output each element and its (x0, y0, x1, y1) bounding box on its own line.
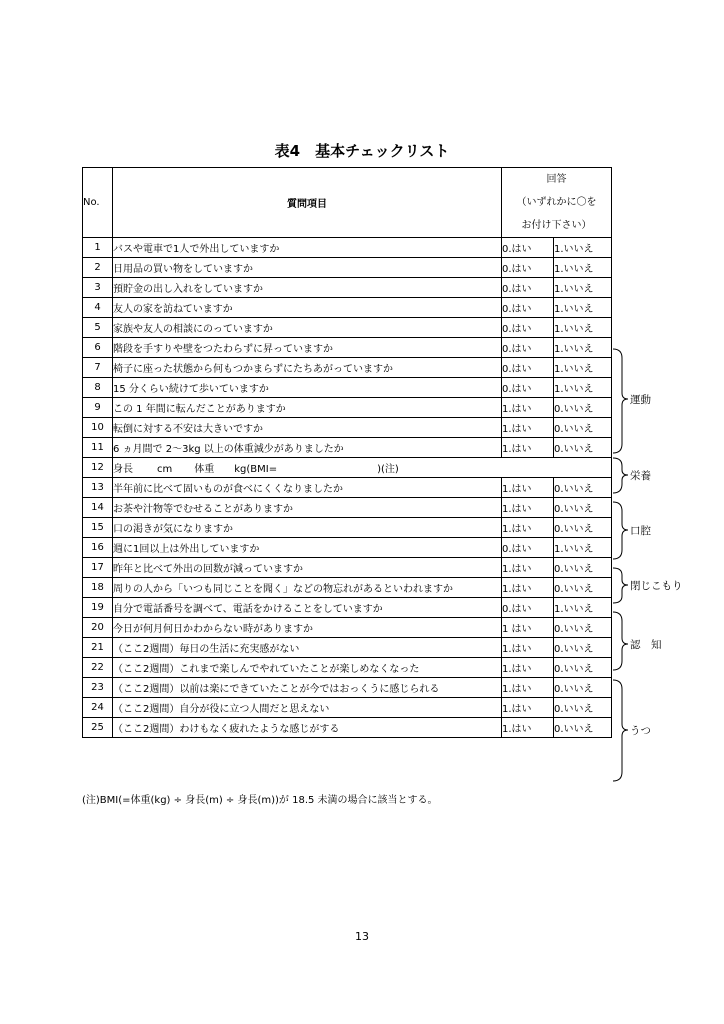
row-number: 12 (83, 458, 113, 478)
question-text: 週に1回以上は外出していますか (113, 538, 502, 558)
bracket-oral (613, 502, 628, 559)
header-answer-line: （いずれかに〇を (516, 197, 597, 208)
question-text: （ここ2週間）以前は楽にできていたことが今ではおっくうに感じられる (113, 678, 502, 698)
answer-option-a[interactable]: 0.はい (502, 298, 554, 318)
answer-option-a[interactable]: 1.はい (502, 498, 554, 518)
answer-option-b[interactable]: 0.いいえ (554, 558, 612, 578)
answer-option-b[interactable]: 1.いいえ (554, 258, 612, 278)
question-text: 自分で電話番号を調べて、電話をかけることをしていますか (113, 598, 502, 618)
answer-option-b[interactable]: 0.いいえ (554, 678, 612, 698)
row-number: 1 (83, 238, 113, 258)
answer-option-b[interactable]: 1.いいえ (554, 298, 612, 318)
answer-option-b[interactable]: 0.いいえ (554, 438, 612, 458)
answer-option-a[interactable]: 1.はい (502, 478, 554, 498)
answer-option-b[interactable]: 0.いいえ (554, 618, 612, 638)
row-number: 18 (83, 578, 113, 598)
category-cognition: 認 知 (630, 639, 662, 651)
question-text: バスや電車で1人で外出していますか (113, 238, 502, 258)
row-number: 2 (83, 258, 113, 278)
answer-option-a[interactable]: 0.はい (502, 378, 554, 398)
header-question: 質問項目 (113, 168, 502, 238)
row-number: 20 (83, 618, 113, 638)
row-number: 5 (83, 318, 113, 338)
question-text: 椅子に座った状態から何もつかまらずにたちあがっていますか (113, 358, 502, 378)
answer-option-b[interactable]: 0.いいえ (554, 658, 612, 678)
question-text: お茶や汁物等でむせることがありますか (113, 498, 502, 518)
answer-option-b[interactable]: 0.いいえ (554, 498, 612, 518)
row-number: 15 (83, 518, 113, 538)
category-oral: 口腔 (630, 525, 651, 537)
row-number: 7 (83, 358, 113, 378)
page-number: 13 (355, 930, 369, 943)
answer-option-a[interactable]: 1.はい (502, 678, 554, 698)
bracket-withdrawal (613, 568, 628, 603)
question-text: 友人の家を訪ねていますか (113, 298, 502, 318)
answer-option-a[interactable]: 0.はい (502, 258, 554, 278)
answer-option-a[interactable]: 1.はい (502, 718, 554, 738)
answer-option-b[interactable]: 0.いいえ (554, 698, 612, 718)
answer-option-b[interactable]: 1.いいえ (554, 358, 612, 378)
answer-option-a[interactable]: 1.はい (502, 658, 554, 678)
question-text: 周りの人から「いつも同じことを聞く」などの物忘れがあるといわれますか (113, 578, 502, 598)
row-number: 3 (83, 278, 113, 298)
bmi-weight-label: 体重 (194, 464, 215, 475)
answer-option-a[interactable]: 0.はい (502, 538, 554, 558)
row-number: 17 (83, 558, 113, 578)
answer-option-b[interactable]: 0.いいえ (554, 718, 612, 738)
question-text: 転倒に対する不安は大きいですか (113, 418, 502, 438)
row-number: 4 (83, 298, 113, 318)
row-number: 16 (83, 538, 113, 558)
question-text: （ここ2週間）毎日の生活に充実感がない (113, 638, 502, 658)
answer-option-a[interactable]: 0.はい (502, 238, 554, 258)
answer-option-b[interactable]: 1.いいえ (554, 318, 612, 338)
row-number: 21 (83, 638, 113, 658)
question-text: 6 ヵ月間で 2～3kg 以上の体重減少がありましたか (113, 438, 502, 458)
bracket-exercise (613, 349, 628, 453)
answer-option-a[interactable]: 0.はい (502, 318, 554, 338)
answer-option-a[interactable]: 1 はい (502, 618, 554, 638)
answer-option-a[interactable]: 0.はい (502, 358, 554, 378)
question-text: 口の渇きが気になりますか (113, 518, 502, 538)
bmi-note: )(注) (377, 464, 399, 475)
question-text: 日用品の買い物をしていますか (113, 258, 502, 278)
category-nutrition: 栄養 (630, 470, 651, 482)
answer-option-b[interactable]: 1.いいえ (554, 278, 612, 298)
bmi-kg-unit: kg(BMI= (234, 464, 278, 475)
bracket-cognition (613, 612, 628, 670)
answer-option-b[interactable]: 1.いいえ (554, 598, 612, 618)
answer-option-a[interactable]: 0.はい (502, 278, 554, 298)
category-withdrawal: 閉じこもり (630, 580, 683, 592)
question-text: 今日が何月何日かわからない時がありますか (113, 618, 502, 638)
row-number: 9 (83, 398, 113, 418)
question-text: （ここ2週間）わけもなく疲れたような感じがする (113, 718, 502, 738)
question-text: 半年前に比べて固いものが食べにくくなりましたか (113, 478, 502, 498)
bracket-nutrition (613, 458, 628, 493)
header-no: No. (83, 168, 113, 238)
header-answer-line: 回答 (546, 174, 567, 185)
answer-option-a[interactable]: 1.はい (502, 558, 554, 578)
answer-option-a[interactable]: 1.はい (502, 398, 554, 418)
answer-option-b[interactable]: 0.いいえ (554, 638, 612, 658)
footnote: (注)BMI(=体重(kg) ÷ 身長(m) ÷ 身長(m))が 18.5 未満の場合に該当とする。 (82, 795, 438, 806)
header-answer-line: お付け下さい） (521, 220, 592, 231)
category-depression: うつ (630, 725, 651, 737)
answer-option-b[interactable]: 1.いいえ (554, 538, 612, 558)
row-number: 22 (83, 658, 113, 678)
answer-option-a[interactable]: 1.はい (502, 638, 554, 658)
answer-option-a[interactable]: 1.はい (502, 578, 554, 598)
page-title: 表4 基本チェックリスト (274, 142, 450, 160)
answer-option-a[interactable]: 0.はい (502, 598, 554, 618)
answer-option-b[interactable]: 0.いいえ (554, 478, 612, 498)
answer-option-a[interactable]: 0.はい (502, 338, 554, 358)
question-text: 家族や友人の相談にのっていますか (113, 318, 502, 338)
row-number: 19 (83, 598, 113, 618)
row-number: 23 (83, 678, 113, 698)
answer-option-b[interactable]: 1.いいえ (554, 338, 612, 358)
answer-option-a[interactable]: 1.はい (502, 418, 554, 438)
answer-option-a[interactable]: 1.はい (502, 518, 554, 538)
answer-option-a[interactable]: 1.はい (502, 438, 554, 458)
row-number: 24 (83, 698, 113, 718)
question-text: 預貯金の出し入れをしていますか (113, 278, 502, 298)
answer-option-b[interactable]: 1.いいえ (554, 238, 612, 258)
bmi-height-label: 身長 (113, 464, 133, 475)
row-number: 14 (83, 498, 113, 518)
answer-option-b[interactable]: 1.いいえ (554, 378, 612, 398)
answer-option-b[interactable]: 0.いいえ (554, 578, 612, 598)
row-number: 10 (83, 418, 113, 438)
answer-option-b[interactable]: 0.いいえ (554, 398, 612, 418)
row-number: 25 (83, 718, 113, 738)
question-text: 階段を手すりや壁をつたわらずに昇っていますか (113, 338, 502, 358)
bmi-cm-unit: cm (157, 464, 173, 475)
question-text: この 1 年間に転んだことがありますか (113, 398, 502, 418)
question-text: 昨年と比べて外出の回数が減っていますか (113, 558, 502, 578)
row-number: 11 (83, 438, 113, 458)
answer-option-b[interactable]: 0.いいえ (554, 518, 612, 538)
answer-option-b[interactable]: 0.いいえ (554, 418, 612, 438)
bracket-depression (613, 680, 628, 781)
answer-option-a[interactable]: 1.はい (502, 698, 554, 718)
row-number: 8 (83, 378, 113, 398)
category-exercise: 運動 (630, 394, 651, 406)
row-number: 13 (83, 478, 113, 498)
question-text: （ここ2週間）これまで楽しんでやれていたことが楽しめなくなった (113, 658, 502, 678)
row-number: 6 (83, 338, 113, 358)
question-text: 15 分くらい続けて歩いていますか (113, 378, 502, 398)
question-text: （ここ2週間）自分が役に立つ人間だと思えない (113, 698, 502, 718)
